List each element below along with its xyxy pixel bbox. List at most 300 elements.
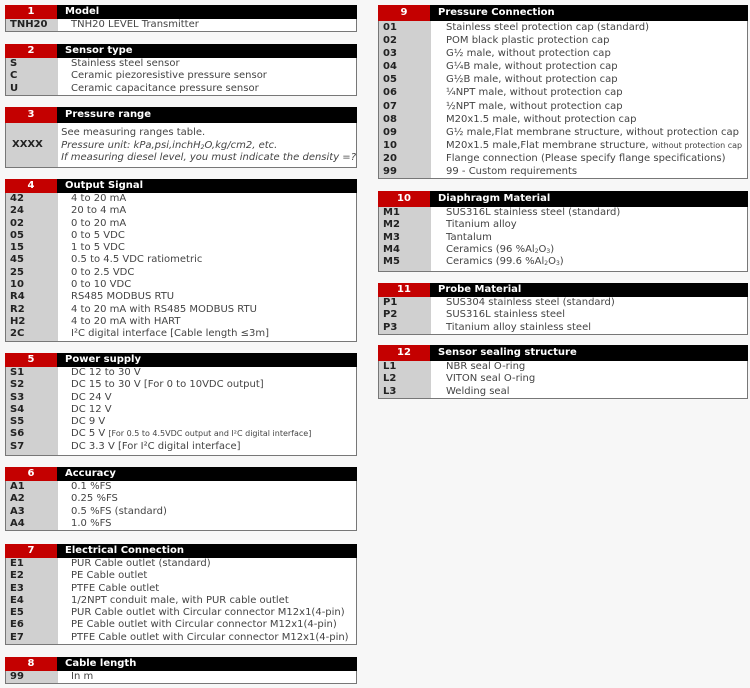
section-title: Electrical Connection xyxy=(57,544,357,558)
option-code: 01 xyxy=(383,22,397,33)
option-row xyxy=(379,47,747,60)
option-code: A2 xyxy=(10,493,25,505)
desc-text: 0.5 %FS (standard) xyxy=(71,505,167,517)
option-desc xyxy=(58,607,345,619)
option-desc xyxy=(431,256,564,268)
option-desc: TNH20 LEVEL Transmitter xyxy=(71,19,199,30)
desc-line: If measuring diesel level, you must indicate the density =? xyxy=(61,152,356,164)
option-code: E6 xyxy=(10,619,24,631)
option-code: XXXX xyxy=(12,138,43,150)
section-number: 7 xyxy=(5,544,57,558)
option-row xyxy=(6,493,356,505)
desc-text: I²C digital interface [Cable length ≤3m] xyxy=(71,328,270,340)
option-desc xyxy=(58,493,118,505)
section-diaphragm-material xyxy=(378,191,748,272)
option-code: 25 xyxy=(10,266,24,278)
section-header xyxy=(378,191,748,207)
option-code: S7 xyxy=(10,440,25,452)
section-title: Pressure range xyxy=(57,107,357,123)
option-desc xyxy=(58,441,241,453)
section-body xyxy=(378,361,748,399)
option-code: 09 xyxy=(383,126,397,138)
section-header xyxy=(5,353,357,367)
desc-text: VITON seal O-ring xyxy=(446,373,536,385)
option-row xyxy=(6,392,356,404)
section-power-supply xyxy=(5,353,357,456)
section-body xyxy=(5,123,357,168)
option-code: 10 xyxy=(383,139,397,151)
option-desc xyxy=(431,152,726,165)
option-desc xyxy=(431,309,565,321)
desc-text: PUR Cable outlet (standard) xyxy=(71,558,211,569)
option-desc xyxy=(58,428,311,440)
option-row xyxy=(6,506,356,518)
option-row xyxy=(379,100,747,113)
option-code: 99 xyxy=(10,671,24,682)
section-header xyxy=(378,283,748,297)
option-desc xyxy=(431,34,610,47)
option-row xyxy=(379,309,747,321)
desc-text: DC 12 V xyxy=(71,403,112,415)
section-title: Power supply xyxy=(57,353,357,367)
option-row xyxy=(379,297,747,309)
unit-subscript: 2 xyxy=(200,143,205,151)
option-row xyxy=(379,219,747,231)
option-desc xyxy=(58,291,174,303)
section-number: 1 xyxy=(5,5,57,19)
desc-text: 99 - Custom requirements xyxy=(446,166,578,178)
desc-text: In m xyxy=(71,671,94,682)
option-desc xyxy=(431,60,618,73)
section-header xyxy=(5,179,357,193)
desc-text: PTFE Cable outlet xyxy=(71,582,160,594)
desc-part: ) xyxy=(550,243,555,255)
desc-text: Titanium alloy xyxy=(446,219,517,231)
option-desc xyxy=(431,297,615,309)
section-probe-material xyxy=(378,283,748,335)
desc-text: 4 to 20 mA with RS485 MODBUS RTU xyxy=(71,303,257,315)
option-desc: Stainless steel sensor xyxy=(71,58,180,69)
desc-note: without protection cap xyxy=(651,140,743,150)
desc-text: SUS304 stainless steel (standard) xyxy=(446,297,615,308)
chem-subscript: 2 xyxy=(534,247,539,255)
section-number: 8 xyxy=(5,657,57,671)
option-row xyxy=(6,558,356,570)
option-row xyxy=(379,165,747,178)
option-desc xyxy=(48,125,356,165)
option-row xyxy=(6,367,356,379)
option-desc xyxy=(58,205,126,217)
option-row xyxy=(379,244,747,256)
desc-text: 0 to 20 mA xyxy=(71,217,127,229)
section-title: Sensor type xyxy=(57,44,357,58)
option-desc xyxy=(58,632,349,644)
option-desc xyxy=(58,392,112,404)
option-desc xyxy=(431,207,620,219)
desc-text: 0.1 %FS xyxy=(71,481,112,492)
option-desc xyxy=(431,322,591,334)
desc-text: 0 to 10 VDC xyxy=(71,279,132,291)
option-code: P3 xyxy=(383,321,398,333)
section-cable-length xyxy=(5,657,357,684)
desc-text: PTFE Cable outlet with Circular connector M12x1(4-pin) xyxy=(71,631,349,643)
option-code: 42 xyxy=(10,193,24,204)
section-number: 12 xyxy=(378,345,430,361)
section-number: 3 xyxy=(5,107,57,123)
option-code: S2 xyxy=(10,379,25,391)
option-desc xyxy=(431,165,577,178)
option-code: R2 xyxy=(10,303,25,315)
option-row xyxy=(379,152,747,165)
option-desc xyxy=(431,47,611,60)
option-desc xyxy=(58,595,289,607)
desc-text: M20x1.5 male, without protection cap xyxy=(446,113,637,125)
option-desc xyxy=(431,219,517,231)
option-code: S4 xyxy=(10,403,25,415)
option-desc xyxy=(58,506,167,518)
desc-text: ¼NPT male, without protection cap xyxy=(446,87,623,99)
section-body xyxy=(5,481,357,531)
section-title: Accuracy xyxy=(57,467,357,481)
option-code: L3 xyxy=(383,385,397,397)
option-code: 08 xyxy=(383,113,397,125)
option-row xyxy=(379,256,747,268)
section-body xyxy=(5,367,357,456)
option-desc xyxy=(431,126,739,139)
option-code: 06 xyxy=(383,87,397,99)
desc-text: G½B male, without protection cap xyxy=(446,74,618,86)
desc-text: DC 24 V xyxy=(71,391,112,403)
option-desc xyxy=(431,73,618,86)
desc-text: PE Cable outlet with Circular connector M12x1(4-pin) xyxy=(71,619,337,631)
option-code: S5 xyxy=(10,416,25,428)
option-code: 15 xyxy=(10,242,24,254)
desc-text: POM black plastic protection cap xyxy=(446,35,610,47)
section-number: 11 xyxy=(378,283,430,297)
option-row xyxy=(6,328,356,340)
section-number: 6 xyxy=(5,467,57,481)
option-row xyxy=(379,139,747,152)
desc-text: 4 to 20 mA with HART xyxy=(71,315,181,327)
option-row xyxy=(6,230,356,242)
option-desc xyxy=(58,230,125,242)
desc-note: [For 0.5 to 4.5VDC output and I²C digital interface] xyxy=(108,429,312,439)
option-code: M1 xyxy=(383,207,400,218)
option-code: A4 xyxy=(10,517,25,529)
option-row xyxy=(6,607,356,619)
option-code: L1 xyxy=(383,361,397,372)
section-sensor-type xyxy=(5,44,357,96)
section-header xyxy=(5,5,357,19)
desc-text: DC 3.3 V [For I²C digital interface] xyxy=(71,440,241,452)
section-number: 4 xyxy=(5,179,57,193)
option-desc xyxy=(58,518,112,530)
option-row xyxy=(6,632,356,644)
section-header xyxy=(5,107,357,123)
option-code: 2C xyxy=(10,328,25,340)
option-desc xyxy=(58,328,269,340)
option-code: S1 xyxy=(10,367,25,378)
section-header xyxy=(5,467,357,481)
option-row xyxy=(6,428,356,440)
section-sensor-sealing xyxy=(378,345,748,399)
option-code: S3 xyxy=(10,391,25,403)
option-code: E7 xyxy=(10,631,24,643)
option-code: 04 xyxy=(383,61,397,73)
section-electrical-connection xyxy=(5,544,357,645)
option-code: M2 xyxy=(383,219,400,231)
desc-part: O xyxy=(548,256,556,268)
desc-text: Flange connection (Please specify flange specifications) xyxy=(446,152,726,164)
option-row xyxy=(379,361,747,373)
desc-part: ) xyxy=(559,256,564,268)
section-body xyxy=(378,297,748,335)
option-code: E5 xyxy=(10,607,24,619)
option-code: E2 xyxy=(10,570,24,582)
option-row xyxy=(6,205,356,217)
desc-text: DC 9 V xyxy=(71,416,106,428)
option-desc xyxy=(431,21,649,34)
desc-text: DC 15 to 30 V [For 0 to 10VDC output] xyxy=(71,379,264,391)
section-body xyxy=(5,671,357,684)
chem-subscript: 3 xyxy=(555,260,560,268)
option-row xyxy=(379,21,747,34)
option-code: M3 xyxy=(383,231,400,243)
section-output-signal xyxy=(5,179,357,342)
unit-text: Pressure unit: kPa,psi,inchH xyxy=(61,139,201,151)
option-code: 03 xyxy=(383,48,397,60)
option-row xyxy=(6,570,356,582)
section-number: 9 xyxy=(378,5,430,21)
option-desc xyxy=(58,583,159,595)
option-row xyxy=(379,232,747,244)
desc-text: Welding seal xyxy=(446,385,510,397)
section-number: 10 xyxy=(378,191,430,207)
option-desc xyxy=(431,113,637,126)
desc-text: 1.0 %FS xyxy=(71,517,112,529)
desc-line-unit xyxy=(61,140,356,153)
option-code: A1 xyxy=(10,481,25,492)
desc-text: DC 12 to 30 V xyxy=(71,367,141,378)
option-row xyxy=(379,73,747,86)
option-code: P2 xyxy=(383,309,398,321)
option-code: E4 xyxy=(10,594,24,606)
option-row xyxy=(6,70,356,82)
section-accuracy xyxy=(5,467,357,531)
option-row xyxy=(6,218,356,230)
option-row xyxy=(6,595,356,607)
desc-text: 1 to 5 VDC xyxy=(71,242,125,254)
option-row xyxy=(379,386,747,398)
option-desc xyxy=(431,139,742,152)
option-row xyxy=(379,34,747,47)
option-row xyxy=(379,207,747,219)
desc-text: Titanium alloy stainless steel xyxy=(446,321,592,333)
option-desc xyxy=(58,242,125,254)
option-row xyxy=(6,193,356,205)
desc-text: 0.5 to 4.5 VDC ratiometric xyxy=(71,254,203,266)
option-row xyxy=(6,416,356,428)
desc-text: 1/2NPT conduit male, with PUR cable outlet xyxy=(71,594,289,606)
section-title: Output Signal xyxy=(57,179,357,193)
option-row xyxy=(6,291,356,303)
option-row xyxy=(6,441,356,453)
option-code: 02 xyxy=(10,217,24,229)
section-number: 5 xyxy=(5,353,57,367)
option-code: R4 xyxy=(10,291,25,303)
section-body xyxy=(5,58,357,96)
option-row xyxy=(379,113,747,126)
section-header xyxy=(378,5,748,21)
option-desc xyxy=(58,218,126,230)
option-row xyxy=(6,83,356,95)
desc-part: Ceramics (99.6 %Al xyxy=(446,256,545,268)
option-desc xyxy=(58,267,134,279)
option-row xyxy=(6,404,356,416)
option-desc xyxy=(58,254,202,266)
option-code: 45 xyxy=(10,254,24,266)
desc-text: RS485 MODBUS RTU xyxy=(71,291,175,303)
option-desc xyxy=(58,404,112,416)
desc-text: ½NPT male, without protection cap xyxy=(446,100,623,112)
section-title: Sensor sealing structure xyxy=(430,345,748,361)
option-row xyxy=(6,123,356,167)
desc-part: O xyxy=(538,243,547,255)
section-body xyxy=(378,21,748,179)
option-code: 10 xyxy=(10,279,24,291)
option-desc xyxy=(58,379,264,391)
option-desc xyxy=(58,279,131,291)
option-code: H2 xyxy=(10,315,26,327)
option-row xyxy=(6,19,356,31)
option-code: C xyxy=(10,70,18,82)
desc-text: G½ male, without protection cap xyxy=(446,48,611,60)
option-row xyxy=(6,518,356,530)
option-desc xyxy=(58,316,181,328)
option-row xyxy=(379,373,747,385)
section-title: Probe Material xyxy=(430,283,748,297)
option-desc xyxy=(58,367,141,379)
option-row xyxy=(6,254,356,266)
option-row xyxy=(379,126,747,139)
option-row xyxy=(6,583,356,595)
option-row xyxy=(6,242,356,254)
option-desc xyxy=(431,100,623,113)
option-code: 24 xyxy=(10,205,24,217)
option-row xyxy=(379,322,747,334)
option-code: TNH20 xyxy=(10,19,48,30)
option-row xyxy=(6,267,356,279)
section-header xyxy=(5,657,357,671)
option-desc xyxy=(58,570,147,582)
option-desc xyxy=(58,558,211,570)
section-header xyxy=(5,44,357,58)
chem-subscript: 2 xyxy=(544,260,549,268)
option-desc xyxy=(58,193,126,205)
option-code: A3 xyxy=(10,505,25,517)
section-number: 2 xyxy=(5,44,57,58)
desc-text: SUS316L stainless steel (standard) xyxy=(446,207,621,218)
desc-text: 0 to 2.5 VDC xyxy=(71,266,135,278)
desc-text: G¼B male, without protection cap xyxy=(446,61,618,73)
option-code: 99 xyxy=(383,166,397,178)
option-desc xyxy=(431,386,510,398)
desc-text: Stainless steel protection cap (standard) xyxy=(446,22,650,33)
option-row xyxy=(6,316,356,328)
option-row xyxy=(6,619,356,631)
desc-text: PE Cable outlet xyxy=(71,570,148,582)
section-model xyxy=(5,5,357,32)
option-desc xyxy=(431,373,535,385)
option-desc xyxy=(58,619,337,631)
desc-text: G½ male,Flat membrane structure, without protection cap xyxy=(446,126,739,138)
section-body xyxy=(378,207,748,272)
section-title: Pressure Connection xyxy=(430,5,748,21)
option-row xyxy=(6,304,356,316)
option-code: 05 xyxy=(10,229,24,241)
section-title: Diaphragm Material xyxy=(430,191,748,207)
desc-text: 0.25 %FS xyxy=(71,493,118,505)
unit-text: O,kg/cm2, etc. xyxy=(204,139,278,151)
option-desc xyxy=(431,232,492,244)
option-code: M4 xyxy=(383,243,400,255)
option-code: S6 xyxy=(10,428,25,440)
option-desc xyxy=(58,481,112,493)
section-title: Model xyxy=(57,5,357,19)
option-desc xyxy=(58,304,257,316)
option-code: S xyxy=(10,58,18,69)
option-code: 05 xyxy=(383,74,397,86)
option-code: 02 xyxy=(383,35,397,47)
section-header xyxy=(5,544,357,558)
desc-text: 0 to 5 VDC xyxy=(71,229,125,241)
section-header xyxy=(378,345,748,361)
option-desc xyxy=(58,416,105,428)
section-body xyxy=(5,19,357,32)
section-pressure-range xyxy=(5,107,357,168)
option-desc xyxy=(431,361,525,373)
option-code: 07 xyxy=(383,100,397,112)
desc-text: M20x1.5 male,Flat membrane structure, xyxy=(446,139,652,151)
desc-text: Tantalum xyxy=(446,231,492,243)
option-row xyxy=(6,671,356,683)
option-desc xyxy=(431,86,623,99)
desc-text: NBR seal O-ring xyxy=(446,361,526,372)
option-row xyxy=(6,379,356,391)
option-row xyxy=(379,86,747,99)
desc-part: Ceramics (96 %Al xyxy=(446,243,535,255)
section-title: Cable length xyxy=(57,657,357,671)
section-body xyxy=(5,193,357,342)
option-desc: Ceramic piezoresistive pressure sensor xyxy=(71,70,267,82)
desc-text: PUR Cable outlet with Circular connector M12x1(4-pin) xyxy=(71,607,345,619)
section-pressure-connection xyxy=(378,5,748,179)
desc-text: DC 5 V xyxy=(71,428,109,440)
option-row xyxy=(6,279,356,291)
option-code: E1 xyxy=(10,558,24,569)
option-code: U xyxy=(10,82,19,94)
option-code: M5 xyxy=(383,256,400,268)
option-code: L2 xyxy=(383,373,397,385)
desc-text: 20 to 4 mA xyxy=(71,205,127,217)
option-code: E3 xyxy=(10,582,24,594)
option-row xyxy=(6,58,356,70)
desc-text: 4 to 20 mA xyxy=(71,193,127,204)
option-code: P1 xyxy=(383,297,398,308)
section-body xyxy=(5,558,357,645)
option-code: 20 xyxy=(383,152,397,164)
option-desc xyxy=(431,244,554,256)
